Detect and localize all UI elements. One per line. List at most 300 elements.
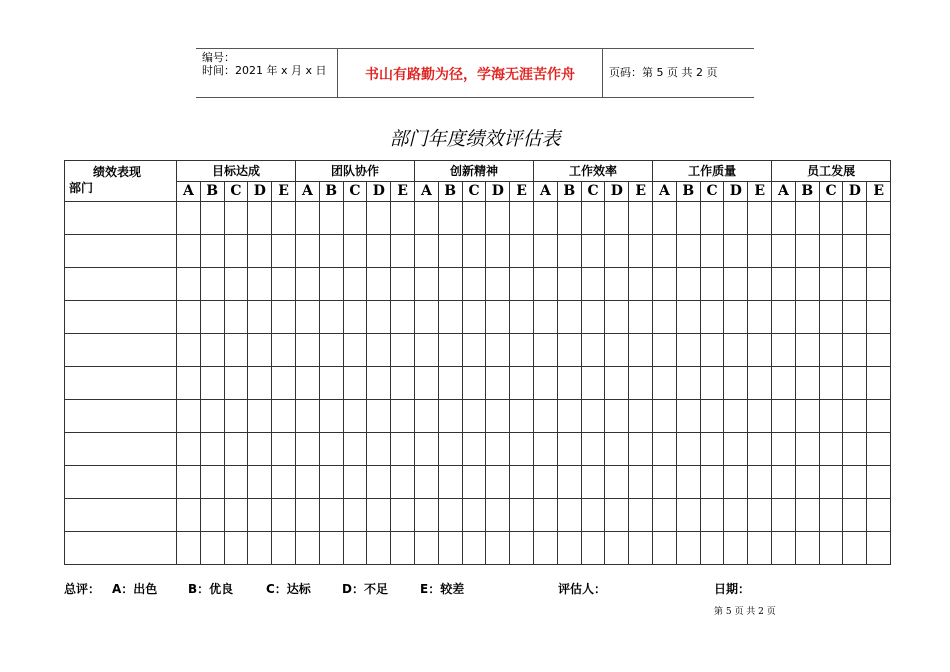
rating-cell[interactable]: [415, 466, 439, 499]
rating-cell[interactable]: [605, 367, 629, 400]
rating-cell[interactable]: [272, 235, 296, 268]
rating-cell[interactable]: [200, 334, 224, 367]
rating-cell[interactable]: [676, 499, 700, 532]
rating-cell[interactable]: [391, 202, 415, 235]
rating-cell[interactable]: [843, 400, 867, 433]
rating-cell[interactable]: [415, 367, 439, 400]
rating-cell[interactable]: [819, 367, 843, 400]
rating-cell[interactable]: [438, 235, 462, 268]
rating-cell[interactable]: [676, 433, 700, 466]
rating-cell[interactable]: [843, 268, 867, 301]
rating-cell[interactable]: [438, 367, 462, 400]
rating-cell[interactable]: [843, 301, 867, 334]
rating-cell[interactable]: [224, 532, 248, 565]
rating-cell[interactable]: [510, 334, 534, 367]
rating-cell[interactable]: [296, 433, 320, 466]
rating-cell[interactable]: [248, 202, 272, 235]
rating-cell[interactable]: [867, 532, 891, 565]
rating-cell[interactable]: [724, 334, 748, 367]
rating-cell[interactable]: [534, 202, 558, 235]
rating-cell[interactable]: [700, 334, 724, 367]
rating-cell[interactable]: [510, 301, 534, 334]
rating-cell[interactable]: [557, 235, 581, 268]
rating-cell[interactable]: [224, 334, 248, 367]
rating-cell[interactable]: [676, 466, 700, 499]
rating-cell[interactable]: [462, 466, 486, 499]
rating-cell[interactable]: [343, 334, 367, 367]
rating-cell[interactable]: [534, 268, 558, 301]
rating-cell[interactable]: [296, 400, 320, 433]
rating-cell[interactable]: [510, 367, 534, 400]
rating-cell[interactable]: [819, 499, 843, 532]
rating-cell[interactable]: [200, 367, 224, 400]
rating-cell[interactable]: [843, 499, 867, 532]
rating-cell[interactable]: [795, 499, 819, 532]
rating-cell[interactable]: [748, 499, 772, 532]
rating-cell[interactable]: [557, 367, 581, 400]
rating-cell[interactable]: [581, 400, 605, 433]
rating-cell[interactable]: [391, 532, 415, 565]
rating-cell[interactable]: [557, 433, 581, 466]
rating-cell[interactable]: [391, 334, 415, 367]
rating-cell[interactable]: [486, 400, 510, 433]
rating-cell[interactable]: [605, 268, 629, 301]
rating-cell[interactable]: [772, 301, 796, 334]
rating-cell[interactable]: [724, 499, 748, 532]
rating-cell[interactable]: [629, 235, 653, 268]
rating-cell[interactable]: [200, 400, 224, 433]
rating-cell[interactable]: [462, 235, 486, 268]
rating-cell[interactable]: [177, 532, 201, 565]
rating-cell[interactable]: [296, 532, 320, 565]
rating-cell[interactable]: [296, 466, 320, 499]
rating-cell[interactable]: [438, 400, 462, 433]
rating-cell[interactable]: [367, 466, 391, 499]
rating-cell[interactable]: [510, 433, 534, 466]
rating-cell[interactable]: [319, 433, 343, 466]
rating-cell[interactable]: [819, 433, 843, 466]
rating-cell[interactable]: [629, 202, 653, 235]
rating-cell[interactable]: [248, 268, 272, 301]
rating-cell[interactable]: [867, 433, 891, 466]
rating-cell[interactable]: [367, 433, 391, 466]
department-cell[interactable]: [65, 400, 177, 433]
department-cell[interactable]: [65, 499, 177, 532]
rating-cell[interactable]: [748, 367, 772, 400]
rating-cell[interactable]: [557, 466, 581, 499]
rating-cell[interactable]: [700, 268, 724, 301]
rating-cell[interactable]: [605, 532, 629, 565]
rating-cell[interactable]: [510, 532, 534, 565]
rating-cell[interactable]: [557, 532, 581, 565]
rating-cell[interactable]: [795, 334, 819, 367]
rating-cell[interactable]: [462, 334, 486, 367]
rating-cell[interactable]: [296, 499, 320, 532]
rating-cell[interactable]: [177, 433, 201, 466]
rating-cell[interactable]: [510, 400, 534, 433]
rating-cell[interactable]: [248, 433, 272, 466]
rating-cell[interactable]: [772, 334, 796, 367]
rating-cell[interactable]: [843, 466, 867, 499]
rating-cell[interactable]: [867, 268, 891, 301]
rating-cell[interactable]: [629, 334, 653, 367]
rating-cell[interactable]: [319, 235, 343, 268]
rating-cell[interactable]: [819, 466, 843, 499]
rating-cell[interactable]: [296, 367, 320, 400]
rating-cell[interactable]: [367, 202, 391, 235]
department-cell[interactable]: [65, 202, 177, 235]
rating-cell[interactable]: [700, 499, 724, 532]
rating-cell[interactable]: [700, 235, 724, 268]
rating-cell[interactable]: [724, 367, 748, 400]
rating-cell[interactable]: [605, 301, 629, 334]
rating-cell[interactable]: [867, 334, 891, 367]
rating-cell[interactable]: [462, 400, 486, 433]
rating-cell[interactable]: [248, 334, 272, 367]
rating-cell[interactable]: [772, 400, 796, 433]
rating-cell[interactable]: [724, 532, 748, 565]
rating-cell[interactable]: [653, 433, 677, 466]
rating-cell[interactable]: [605, 400, 629, 433]
rating-cell[interactable]: [748, 334, 772, 367]
rating-cell[interactable]: [343, 367, 367, 400]
rating-cell[interactable]: [272, 466, 296, 499]
rating-cell[interactable]: [367, 400, 391, 433]
rating-cell[interactable]: [177, 499, 201, 532]
rating-cell[interactable]: [629, 301, 653, 334]
rating-cell[interactable]: [772, 268, 796, 301]
rating-cell[interactable]: [343, 202, 367, 235]
rating-cell[interactable]: [819, 235, 843, 268]
department-cell[interactable]: [65, 433, 177, 466]
rating-cell[interactable]: [772, 466, 796, 499]
rating-cell[interactable]: [819, 202, 843, 235]
rating-cell[interactable]: [510, 202, 534, 235]
rating-cell[interactable]: [319, 202, 343, 235]
rating-cell[interactable]: [557, 499, 581, 532]
rating-cell[interactable]: [486, 202, 510, 235]
rating-cell[interactable]: [676, 235, 700, 268]
rating-cell[interactable]: [177, 202, 201, 235]
rating-cell[interactable]: [415, 400, 439, 433]
rating-cell[interactable]: [676, 268, 700, 301]
rating-cell[interactable]: [724, 400, 748, 433]
rating-cell[interactable]: [557, 400, 581, 433]
rating-cell[interactable]: [415, 334, 439, 367]
rating-cell[interactable]: [367, 268, 391, 301]
rating-cell[interactable]: [534, 367, 558, 400]
rating-cell[interactable]: [248, 400, 272, 433]
rating-cell[interactable]: [438, 499, 462, 532]
rating-cell[interactable]: [534, 235, 558, 268]
rating-cell[interactable]: [272, 400, 296, 433]
rating-cell[interactable]: [367, 301, 391, 334]
rating-cell[interactable]: [438, 202, 462, 235]
department-cell[interactable]: [65, 301, 177, 334]
rating-cell[interactable]: [605, 466, 629, 499]
rating-cell[interactable]: [391, 235, 415, 268]
rating-cell[interactable]: [510, 499, 534, 532]
rating-cell[interactable]: [772, 202, 796, 235]
rating-cell[interactable]: [248, 301, 272, 334]
rating-cell[interactable]: [200, 235, 224, 268]
rating-cell[interactable]: [581, 499, 605, 532]
rating-cell[interactable]: [200, 268, 224, 301]
rating-cell[interactable]: [224, 235, 248, 268]
rating-cell[interactable]: [224, 268, 248, 301]
rating-cell[interactable]: [343, 499, 367, 532]
rating-cell[interactable]: [486, 466, 510, 499]
rating-cell[interactable]: [391, 499, 415, 532]
rating-cell[interactable]: [653, 202, 677, 235]
rating-cell[interactable]: [676, 301, 700, 334]
rating-cell[interactable]: [676, 202, 700, 235]
rating-cell[interactable]: [748, 202, 772, 235]
rating-cell[interactable]: [819, 334, 843, 367]
rating-cell[interactable]: [296, 268, 320, 301]
rating-cell[interactable]: [653, 532, 677, 565]
rating-cell[interactable]: [772, 433, 796, 466]
rating-cell[interactable]: [819, 532, 843, 565]
rating-cell[interactable]: [867, 301, 891, 334]
rating-cell[interactable]: [319, 466, 343, 499]
rating-cell[interactable]: [200, 433, 224, 466]
rating-cell[interactable]: [367, 499, 391, 532]
rating-cell[interactable]: [248, 466, 272, 499]
rating-cell[interactable]: [177, 466, 201, 499]
rating-cell[interactable]: [367, 532, 391, 565]
rating-cell[interactable]: [748, 235, 772, 268]
rating-cell[interactable]: [653, 301, 677, 334]
rating-cell[interactable]: [557, 202, 581, 235]
rating-cell[interactable]: [462, 202, 486, 235]
rating-cell[interactable]: [795, 367, 819, 400]
rating-cell[interactable]: [534, 334, 558, 367]
rating-cell[interactable]: [819, 400, 843, 433]
rating-cell[interactable]: [748, 532, 772, 565]
rating-cell[interactable]: [438, 334, 462, 367]
rating-cell[interactable]: [462, 268, 486, 301]
rating-cell[interactable]: [415, 499, 439, 532]
rating-cell[interactable]: [653, 367, 677, 400]
rating-cell[interactable]: [391, 433, 415, 466]
rating-cell[interactable]: [462, 532, 486, 565]
rating-cell[interactable]: [224, 202, 248, 235]
rating-cell[interactable]: [795, 202, 819, 235]
rating-cell[interactable]: [224, 466, 248, 499]
rating-cell[interactable]: [629, 367, 653, 400]
rating-cell[interactable]: [486, 499, 510, 532]
rating-cell[interactable]: [748, 268, 772, 301]
rating-cell[interactable]: [486, 301, 510, 334]
rating-cell[interactable]: [724, 268, 748, 301]
rating-cell[interactable]: [343, 235, 367, 268]
department-cell[interactable]: [65, 532, 177, 565]
rating-cell[interactable]: [605, 334, 629, 367]
rating-cell[interactable]: [700, 301, 724, 334]
rating-cell[interactable]: [438, 532, 462, 565]
rating-cell[interactable]: [438, 268, 462, 301]
rating-cell[interactable]: [367, 367, 391, 400]
rating-cell[interactable]: [391, 367, 415, 400]
rating-cell[interactable]: [772, 532, 796, 565]
rating-cell[interactable]: [653, 466, 677, 499]
rating-cell[interactable]: [605, 499, 629, 532]
rating-cell[interactable]: [605, 433, 629, 466]
rating-cell[interactable]: [581, 532, 605, 565]
rating-cell[interactable]: [343, 433, 367, 466]
rating-cell[interactable]: [200, 301, 224, 334]
rating-cell[interactable]: [700, 466, 724, 499]
department-cell[interactable]: [65, 367, 177, 400]
rating-cell[interactable]: [724, 466, 748, 499]
rating-cell[interactable]: [343, 301, 367, 334]
rating-cell[interactable]: [462, 499, 486, 532]
rating-cell[interactable]: [653, 334, 677, 367]
rating-cell[interactable]: [367, 235, 391, 268]
rating-cell[interactable]: [296, 202, 320, 235]
rating-cell[interactable]: [391, 301, 415, 334]
rating-cell[interactable]: [177, 235, 201, 268]
rating-cell[interactable]: [272, 433, 296, 466]
rating-cell[interactable]: [843, 334, 867, 367]
rating-cell[interactable]: [795, 433, 819, 466]
rating-cell[interactable]: [296, 235, 320, 268]
rating-cell[interactable]: [391, 400, 415, 433]
rating-cell[interactable]: [772, 367, 796, 400]
rating-cell[interactable]: [724, 202, 748, 235]
rating-cell[interactable]: [867, 400, 891, 433]
rating-cell[interactable]: [200, 466, 224, 499]
rating-cell[interactable]: [319, 400, 343, 433]
rating-cell[interactable]: [605, 235, 629, 268]
rating-cell[interactable]: [296, 334, 320, 367]
rating-cell[interactable]: [629, 466, 653, 499]
rating-cell[interactable]: [510, 235, 534, 268]
rating-cell[interactable]: [438, 433, 462, 466]
rating-cell[interactable]: [462, 301, 486, 334]
rating-cell[interactable]: [391, 466, 415, 499]
rating-cell[interactable]: [462, 433, 486, 466]
rating-cell[interactable]: [795, 400, 819, 433]
rating-cell[interactable]: [867, 367, 891, 400]
rating-cell[interactable]: [319, 334, 343, 367]
department-cell[interactable]: [65, 334, 177, 367]
rating-cell[interactable]: [748, 433, 772, 466]
rating-cell[interactable]: [415, 301, 439, 334]
rating-cell[interactable]: [343, 268, 367, 301]
rating-cell[interactable]: [319, 301, 343, 334]
rating-cell[interactable]: [319, 367, 343, 400]
rating-cell[interactable]: [795, 532, 819, 565]
rating-cell[interactable]: [605, 202, 629, 235]
rating-cell[interactable]: [486, 532, 510, 565]
rating-cell[interactable]: [272, 499, 296, 532]
rating-cell[interactable]: [819, 268, 843, 301]
rating-cell[interactable]: [486, 334, 510, 367]
rating-cell[interactable]: [843, 433, 867, 466]
rating-cell[interactable]: [724, 301, 748, 334]
rating-cell[interactable]: [224, 499, 248, 532]
rating-cell[interactable]: [200, 499, 224, 532]
rating-cell[interactable]: [438, 301, 462, 334]
department-cell[interactable]: [65, 268, 177, 301]
rating-cell[interactable]: [343, 532, 367, 565]
rating-cell[interactable]: [653, 235, 677, 268]
rating-cell[interactable]: [795, 301, 819, 334]
rating-cell[interactable]: [724, 433, 748, 466]
rating-cell[interactable]: [224, 433, 248, 466]
rating-cell[interactable]: [676, 400, 700, 433]
rating-cell[interactable]: [867, 466, 891, 499]
rating-cell[interactable]: [510, 466, 534, 499]
rating-cell[interactable]: [843, 202, 867, 235]
rating-cell[interactable]: [415, 532, 439, 565]
rating-cell[interactable]: [557, 268, 581, 301]
rating-cell[interactable]: [867, 499, 891, 532]
rating-cell[interactable]: [415, 433, 439, 466]
rating-cell[interactable]: [177, 334, 201, 367]
rating-cell[interactable]: [581, 235, 605, 268]
rating-cell[interactable]: [557, 334, 581, 367]
rating-cell[interactable]: [629, 400, 653, 433]
rating-cell[interactable]: [534, 499, 558, 532]
rating-cell[interactable]: [795, 268, 819, 301]
rating-cell[interactable]: [795, 466, 819, 499]
rating-cell[interactable]: [581, 433, 605, 466]
rating-cell[interactable]: [676, 532, 700, 565]
rating-cell[interactable]: [843, 235, 867, 268]
rating-cell[interactable]: [296, 301, 320, 334]
rating-cell[interactable]: [391, 268, 415, 301]
rating-cell[interactable]: [724, 235, 748, 268]
rating-cell[interactable]: [867, 202, 891, 235]
rating-cell[interactable]: [486, 235, 510, 268]
rating-cell[interactable]: [748, 466, 772, 499]
rating-cell[interactable]: [534, 433, 558, 466]
rating-cell[interactable]: [272, 367, 296, 400]
rating-cell[interactable]: [534, 532, 558, 565]
rating-cell[interactable]: [676, 334, 700, 367]
rating-cell[interactable]: [629, 268, 653, 301]
department-cell[interactable]: [65, 235, 177, 268]
rating-cell[interactable]: [581, 367, 605, 400]
rating-cell[interactable]: [248, 532, 272, 565]
rating-cell[interactable]: [629, 532, 653, 565]
rating-cell[interactable]: [272, 301, 296, 334]
rating-cell[interactable]: [486, 268, 510, 301]
rating-cell[interactable]: [581, 334, 605, 367]
rating-cell[interactable]: [795, 235, 819, 268]
rating-cell[interactable]: [319, 499, 343, 532]
rating-cell[interactable]: [272, 334, 296, 367]
rating-cell[interactable]: [748, 400, 772, 433]
rating-cell[interactable]: [272, 268, 296, 301]
rating-cell[interactable]: [557, 301, 581, 334]
rating-cell[interactable]: [224, 400, 248, 433]
rating-cell[interactable]: [772, 235, 796, 268]
rating-cell[interactable]: [177, 268, 201, 301]
rating-cell[interactable]: [700, 367, 724, 400]
rating-cell[interactable]: [367, 334, 391, 367]
rating-cell[interactable]: [343, 466, 367, 499]
rating-cell[interactable]: [510, 268, 534, 301]
rating-cell[interactable]: [629, 433, 653, 466]
rating-cell[interactable]: [224, 301, 248, 334]
rating-cell[interactable]: [867, 235, 891, 268]
rating-cell[interactable]: [819, 301, 843, 334]
rating-cell[interactable]: [700, 433, 724, 466]
